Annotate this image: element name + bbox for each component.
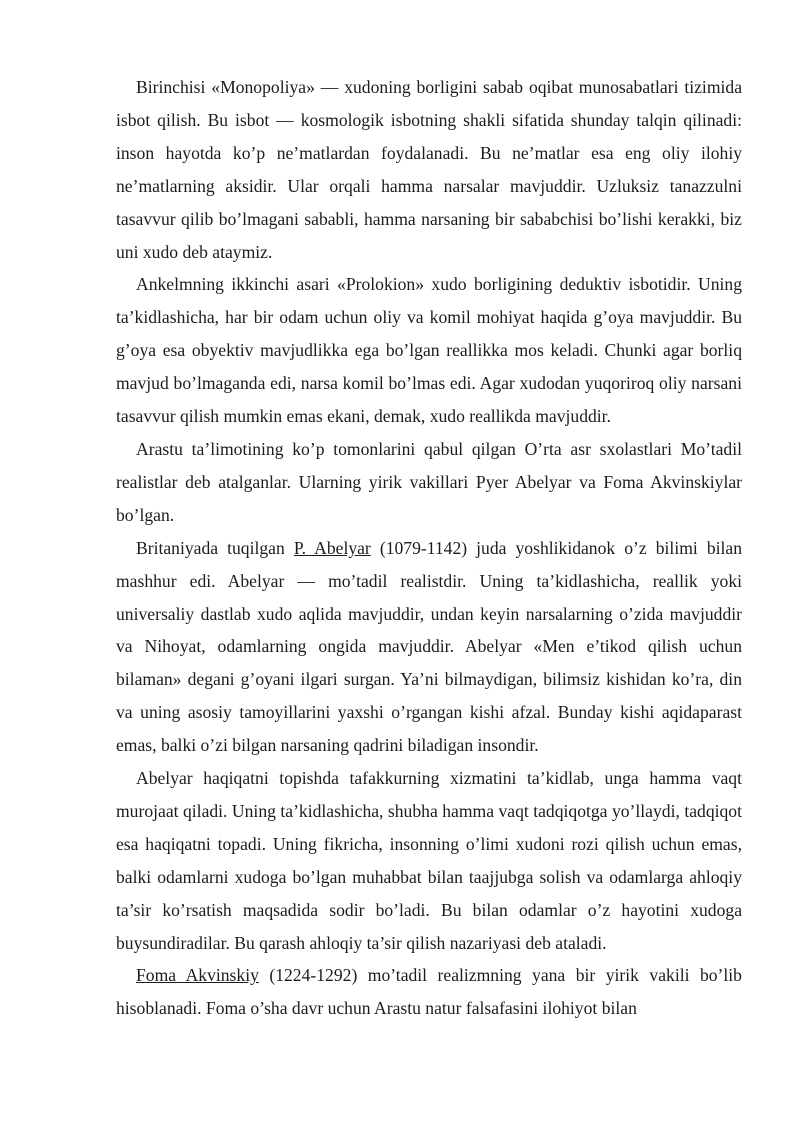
paragraph-monopoliya: Birinchisi «Monopoliya» — xudoning borligini sabab oqibat munosabatlari tizimida isbot qilish. Bu isbot — kosmologik isbotning shakli sifatida shunday talqin qilinadi: inson hayotda ko’p ne’matlardan foydalanadi. Bu ne’matlar esa eng oliy ilohiy ne’matlarning aksidir. Ular orqali hamma narsalar mavjuddir. Uzluksiz tanazzulni tasavvur qilib bo’lmagani sababli, hamma narsaning bir sababchisi bo’lishi kerakki, biz uni xudo deb ataymiz. (116, 77, 742, 262)
foma-akvinskiy-underlined-name: Foma Akvinskiy (136, 965, 259, 986)
paragraph-foma-akvinskiy (116, 959, 742, 1025)
paragraph-foma-post: (1224-1292) mo’tadil realizmning yana bir yirik vakili bo’lib hisoblanadi. Foma o’sha davr uchun Arastu natur falsafasini ilohiyot bilan (116, 965, 742, 1019)
document-page (116, 71, 742, 1025)
paragraph-abelyar-intro (116, 532, 742, 762)
paragraph-abelyar-post: (1079-1142) juda yoshlikidanok o’z bilimi bilan mashhur edi. Abelyar — mo’tadil realistdir. Uning ta’kidlashicha, reallik yoki universaliy dastlab xudo aqlida mavjuddir, undan keyin narsalarning o’zida mavjuddir va Nihoyat, odamlarning ongida mavjuddir. Abelyar «Men e’tikod qilish uchun bilaman» degani g’oyani ilgari surgan. Ya’ni bilmaydigan, bilimsiz kishidan ko’ra, din va uning asosiy tamoyillarini yaxshi o’rgangan kishi afzal. Bunday kishi aqidaparast emas, balki o’zi bilgan narsaning qadrini biladigan insondir. (116, 537, 742, 756)
paragraph-abelyar-truth: Abelyar haqiqatni topishda tafakkurning xizmatini ta’kidlab, unga hamma vaqt murojaat qiladi. Uning ta’kidlashicha, shubha hamma vaqt tadqiqotga yo’llaydi, tadqiqot esa haqiqatni topadi. Uning fikricha, insonning o’limi xudoni rozi qilish uchun emas, balki odamlarni xudoga bo’lgan muhabbat bilan taajjubga solish va odamlarga ahloqiy ta’sir ko’rsatish maqsadida sodir bo’ladi. Bu bilan odamlar o’z hayotini xudoga buysundiradilar. Bu qarash ahloqiy ta’sir qilish nazariyasi deb ataladi. (116, 768, 742, 953)
paragraph-abelyar-pre: Britaniyada tuqilgan (136, 537, 294, 558)
paragraph-moderate-realists: Arastu ta’limotining ko’p tomonlarini qabul qilgan O’rta asr sxolastlari Mo’tadil realistlar deb atalganlar. Ularning yirik vakillari Pyer Abelyar va Foma Akvinskiylar bo’lgan. (116, 438, 742, 525)
abelyar-underlined-name: P. Abelyar (293, 537, 371, 558)
paragraph-prolokion: Ankelmning ikkinchi asari «Prolokion» xudo borligining deduktiv isbotidir. Uning ta’kidlashicha, har bir odam uchun oliy va komil mohiyat haqida g’oya mavjuddir. Bu g’oya esa obyektiv mavjudlikka ega bo’lgan reallikka mos keladi. Chunki agar borliq mavjud bo’lmaganda edi, narsa komil bo’lmas edi. Agar xudodan yuqoriroq oliy narsani tasavvur qilish mumkin emas ekani, demak, xudo reallikda mavjuddir. (116, 274, 742, 427)
